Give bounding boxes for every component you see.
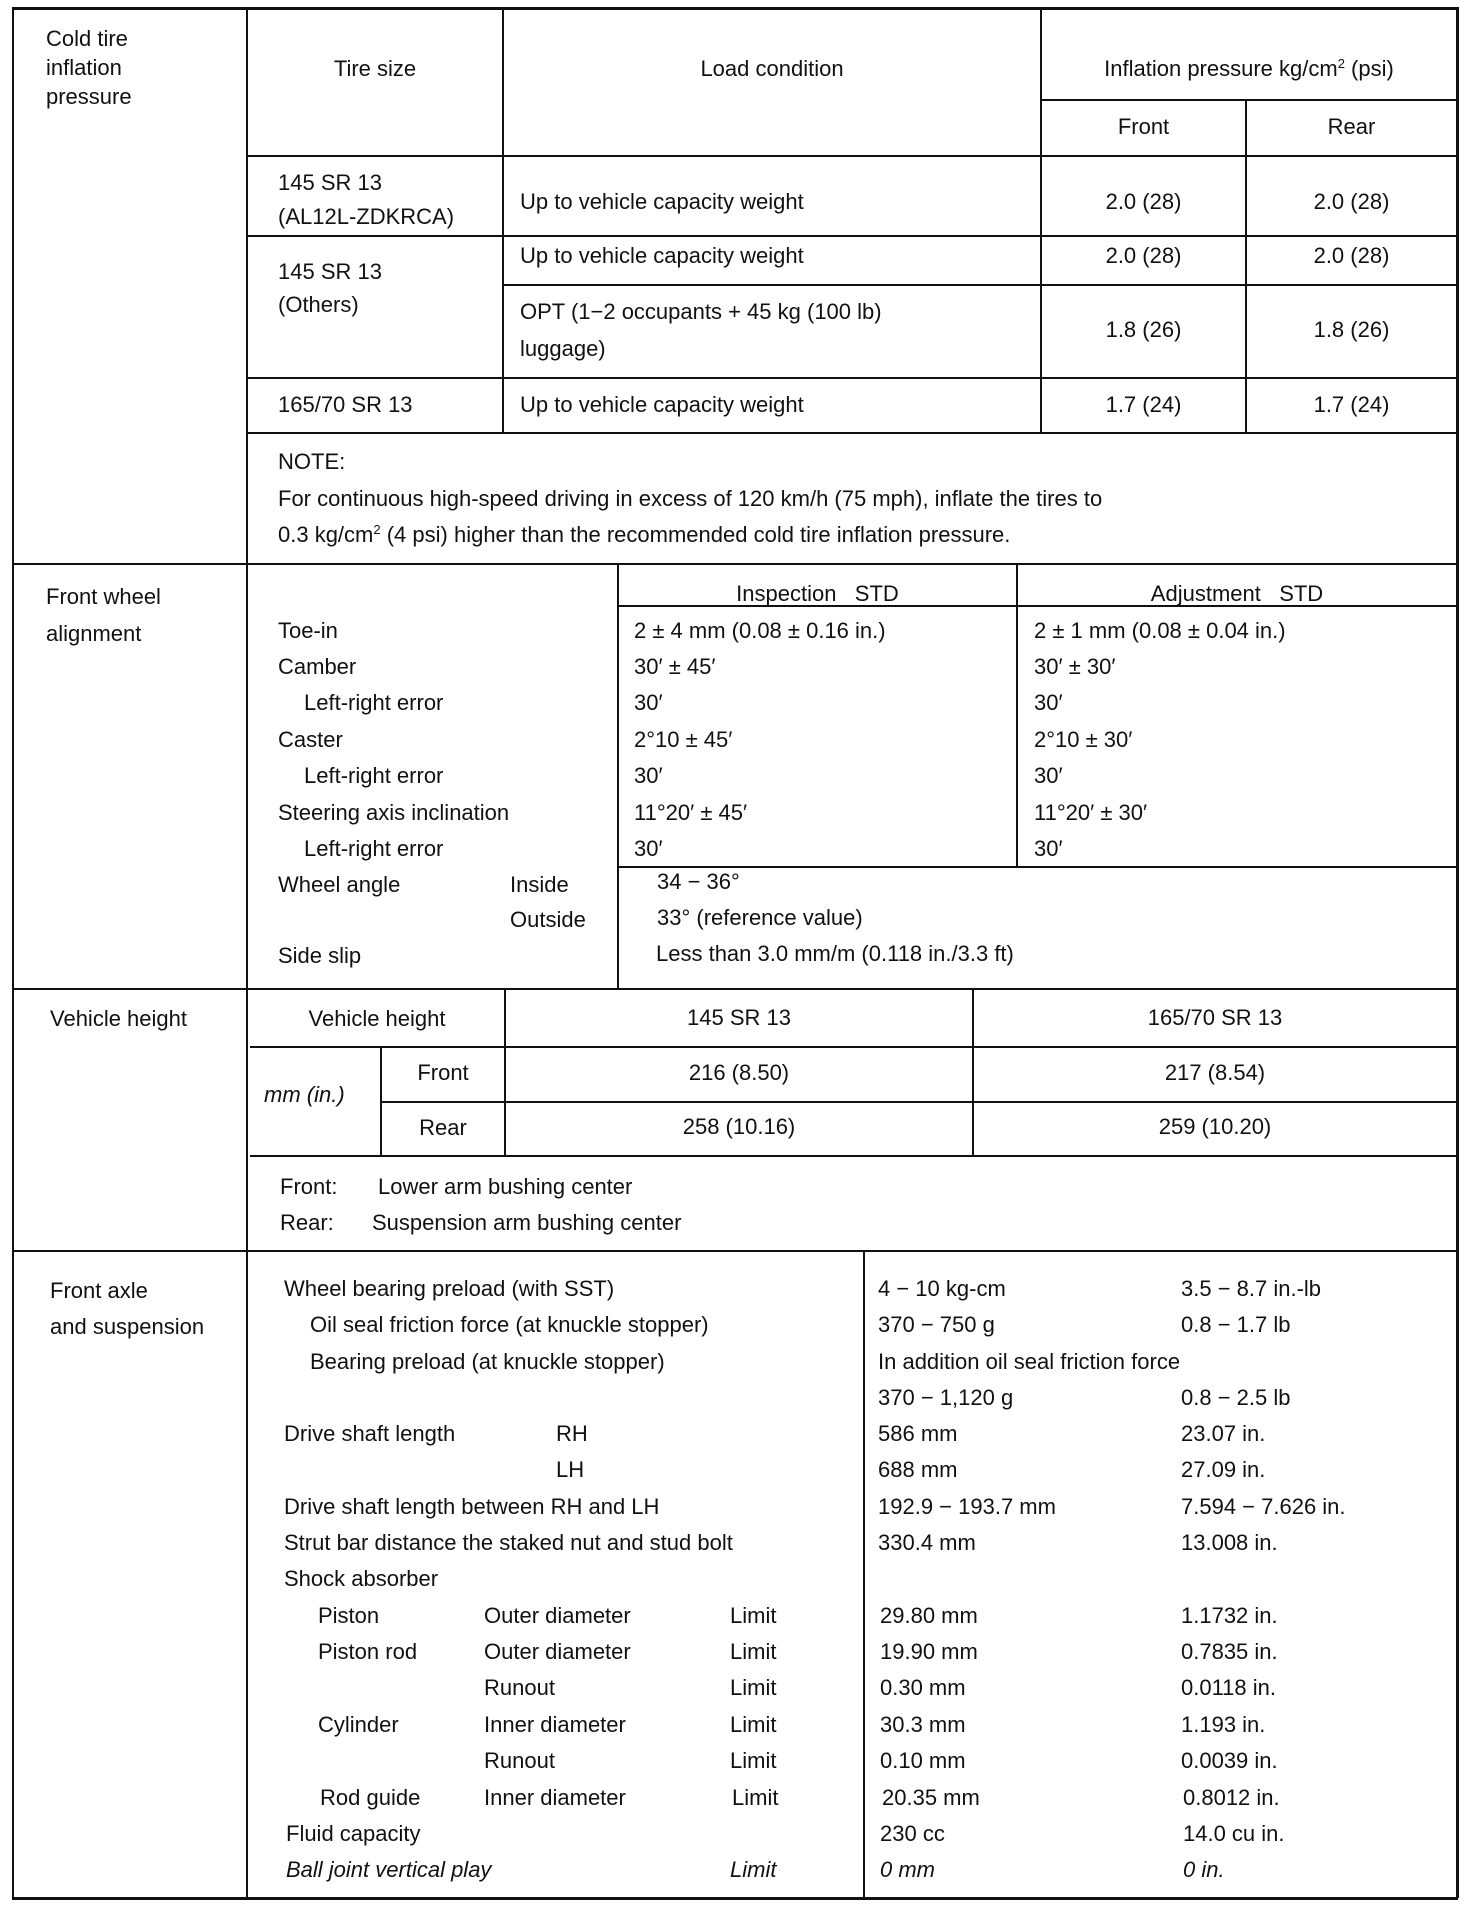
section-label: and suspension (50, 1314, 205, 1339)
axle-label: Fluid capacity (286, 1821, 421, 1846)
insp-adj-divider (1016, 563, 1018, 867)
axle-label: Rod guide (320, 1785, 421, 1810)
limit-label: Limit (730, 1675, 777, 1700)
inspection-value: 30′ ± 45′ (634, 654, 716, 679)
vh-col1-header: 145 SR 13 (687, 1005, 791, 1030)
inspection-value: 30′ (634, 836, 663, 861)
axle-sublabel: Runout (484, 1748, 555, 1773)
frame-top (12, 7, 1458, 10)
alignment-label: Wheel angle (278, 872, 401, 897)
section-label: inflation (46, 55, 122, 80)
metric-value: 0 mm (880, 1857, 935, 1882)
axle-label: Cylinder (318, 1712, 399, 1737)
axle-sublabel: Outer diameter (484, 1639, 631, 1664)
vh-value: 216 (8.50) (688, 1060, 790, 1085)
adjustment-value: 2°10 ± 30′ (1034, 727, 1133, 752)
metric-value: 30.3 mm (880, 1712, 966, 1737)
adjustment-value: 30′ (1034, 690, 1063, 715)
metric-value: 4 − 10 kg-cm (878, 1276, 1006, 1301)
tire-size: (Others) (278, 292, 359, 317)
section-divider (12, 1250, 1458, 1252)
row-divider (246, 377, 1456, 379)
front-pressure: 1.8 (26) (1105, 317, 1182, 342)
axle-label: Drive shaft length between RH and LH (284, 1494, 660, 1519)
rear-pressure: 1.8 (26) (1313, 317, 1390, 342)
vh-value: 258 (10.16) (682, 1114, 796, 1139)
tire-size-header: Tire size (333, 56, 417, 81)
tire-size: 165/70 SR 13 (278, 392, 413, 417)
alignment-label: Side slip (278, 943, 362, 968)
inspection-value: 30′ (634, 763, 663, 788)
metric-value: 370 − 1,120 g (878, 1385, 1014, 1410)
axle-sublabel: RH (556, 1421, 588, 1446)
adjustment-value: 30′ ± 30′ (1034, 654, 1116, 679)
tire-size: 145 SR 13 (278, 170, 382, 195)
tire-size: (AL12L-ZDKRCA) (278, 204, 455, 229)
vh-note-value: Lower arm bushing center (378, 1174, 633, 1199)
axle-sublabel: Outer diameter (484, 1603, 631, 1628)
inside-value: 34 − 36° (657, 869, 740, 894)
axle-label: Shock absorber (284, 1566, 439, 1591)
vh-front-label: Front (417, 1060, 469, 1085)
metric-value: 0.10 mm (880, 1748, 966, 1773)
inspection-header: Inspection STD (736, 581, 899, 606)
axle-label: Ball joint vertical play (286, 1857, 492, 1882)
metric-value: In addition oil seal friction force (878, 1349, 1181, 1374)
vh-value: 259 (10.20) (1158, 1114, 1272, 1139)
alignment-value-divider (617, 563, 619, 989)
alignment-label: Camber (278, 654, 357, 679)
axle-label: Piston rod (318, 1639, 418, 1664)
load-condition: Up to vehicle capacity weight (520, 189, 804, 214)
inspection-value: 30′ (634, 690, 663, 715)
imperial-value: 0.8012 in. (1183, 1785, 1280, 1810)
vh-value: 217 (8.54) (1164, 1060, 1266, 1085)
vh-row-divider (250, 1046, 1456, 1048)
row-divider (246, 235, 1456, 237)
imperial-value: 0.8 − 2.5 lb (1181, 1385, 1291, 1410)
adjustment-value: 11°20′ ± 30′ (1034, 800, 1148, 825)
frame-left (12, 7, 14, 1898)
imperial-value: 0.0118 in. (1181, 1675, 1277, 1700)
limit-label: Limit (730, 1603, 777, 1628)
section-label: pressure (46, 84, 132, 109)
metric-value: 20.35 mm (882, 1785, 980, 1810)
vh-header: Vehicle height (308, 1006, 446, 1031)
tire-size: 145 SR 13 (278, 259, 382, 284)
adjustment-value: 30′ (1034, 836, 1063, 861)
axle-label: Strut bar distance the staked nut and stud bolt (284, 1530, 733, 1555)
inside-label: Inside (510, 872, 569, 897)
axle-sublabel: Inner diameter (484, 1785, 626, 1810)
front-pressure: 1.7 (24) (1105, 392, 1182, 417)
section-label: Cold tire (46, 26, 128, 51)
imperial-value: 0.8 − 1.7 lb (1181, 1312, 1291, 1337)
metric-value: 370 − 750 g (878, 1312, 995, 1337)
axle-label: Wheel bearing preload (with SST) (284, 1276, 615, 1301)
note-text: 0.3 $kg/cm^2$ (4 psi) higher than the recommended cold tire inflation pressure. (278, 522, 1011, 547)
rear-pressure: 1.7 (24) (1313, 392, 1390, 417)
section-label: Front axle (50, 1278, 148, 1303)
vh-note-value: Suspension arm bushing center (372, 1210, 682, 1235)
vh-unit: mm (in.) (264, 1082, 345, 1107)
inflation-pressure-header: Inflation pressure $kg/cm^2$ (psi) (1104, 56, 1394, 81)
axle-label: Drive shaft length (284, 1421, 456, 1446)
row-divider (246, 432, 1456, 434)
imperial-value: 27.09 in. (1181, 1457, 1266, 1482)
imperial-value: 1.193 in. (1181, 1712, 1266, 1737)
axle-label: Piston (318, 1603, 380, 1628)
vh-note-key: Rear: (280, 1210, 334, 1235)
section-label: Vehicle height (50, 1006, 187, 1031)
metric-value: 19.90 mm (880, 1639, 978, 1664)
metric-value: 230 cc (880, 1821, 945, 1846)
front-pressure: 2.0 (28) (1105, 189, 1182, 214)
rear-pressure: 2.0 (28) (1313, 189, 1390, 214)
limit-label: Limit (730, 1748, 777, 1773)
imperial-value: 0.7835 in. (1181, 1639, 1278, 1664)
front-pressure: 2.0 (28) (1105, 243, 1182, 268)
front-header: Front (1117, 114, 1170, 139)
limit-label: Limit (730, 1857, 777, 1882)
alignment-label: Caster (278, 727, 343, 752)
section-divider (12, 563, 1458, 565)
vh-row-divider (250, 1155, 1456, 1157)
metric-value: 0.30 mm (880, 1675, 966, 1700)
imperial-value: 1.1732 in. (1181, 1603, 1278, 1628)
imperial-value: 23.07 in. (1181, 1421, 1266, 1446)
header-subdivider (1040, 99, 1456, 101)
vh-note-key: Front: (280, 1174, 338, 1199)
imperial-value: 14.0 cu in. (1183, 1821, 1285, 1846)
section-label: alignment (46, 621, 142, 646)
section-label: Front wheel (46, 584, 161, 609)
vh-rear-label: Rear (419, 1115, 467, 1140)
imperial-value: 3.5 − 8.7 in.-lb (1181, 1276, 1322, 1301)
axle-value-divider (863, 1250, 865, 1898)
limit-label: Limit (730, 1712, 777, 1737)
axle-sublabel: LH (556, 1457, 585, 1482)
load-condition: Up to vehicle capacity weight (520, 392, 804, 417)
limit-label: Limit (730, 1639, 777, 1664)
imperial-value: 7.594 − 7.626 in. (1181, 1494, 1346, 1519)
axle-label: Oil seal friction force (at knuckle stopper) (310, 1312, 709, 1337)
section-divider (12, 988, 1458, 990)
metric-value: 586 mm (878, 1421, 958, 1446)
adjustment-value: 2 ± 1 mm (0.08 ± 0.04 in.) (1034, 618, 1286, 643)
side-slip-value: Less than 3.0 mm/m (0.118 in./3.3 ft) (656, 941, 1014, 966)
limit-label: Limit (732, 1785, 779, 1810)
metric-value: 29.80 mm (880, 1603, 978, 1628)
outside-label: Outside (510, 907, 586, 932)
axle-sublabel: Runout (484, 1675, 555, 1700)
axle-sublabel: Inner diameter (484, 1712, 626, 1737)
metric-value: 192.9 − 193.7 mm (878, 1494, 1056, 1519)
inspection-value: 11°20′ ± 45′ (634, 800, 748, 825)
vh-row-divider (380, 1101, 1456, 1103)
rear-header: Rear (1327, 114, 1376, 139)
frame-right (1456, 7, 1459, 1898)
adjustment-header: Adjustment STD (1150, 581, 1324, 606)
inspection-value: 2 ± 4 mm (0.08 ± 0.16 in.) (634, 618, 886, 643)
metric-value: 688 mm (878, 1457, 958, 1482)
rear-pressure: 2.0 (28) (1313, 243, 1390, 268)
metric-value: 330.4 mm (878, 1530, 976, 1555)
alignment-label: Left-right error (304, 690, 444, 715)
frame-bottom (12, 1897, 1458, 1900)
alignment-label: Toe-in (278, 618, 338, 643)
vh-col2-header: 165/70 SR 13 (1147, 1005, 1283, 1030)
label-column-divider (246, 7, 248, 1898)
load-condition-header: Load condition (700, 56, 844, 81)
imperial-value: 0 in. (1183, 1857, 1225, 1882)
load-condition: luggage) (520, 336, 606, 361)
alignment-label: Left-right error (304, 836, 444, 861)
load-condition: OPT (1−2 occupants + 45 kg (100 lb) (520, 299, 882, 324)
imperial-value: 0.0039 in. (1181, 1748, 1278, 1773)
alignment-divider (617, 866, 1456, 868)
row-divider (502, 284, 1456, 286)
inspection-value: 2°10 ± 45′ (634, 727, 733, 752)
header-bottom (246, 155, 1456, 157)
note-title: NOTE: (278, 449, 346, 474)
alignment-label: Left-right error (304, 763, 444, 788)
note-text: For continuous high-speed driving in excess of 120 km/h (75 mph), inflate the tires to (278, 486, 1103, 511)
outside-value: 33° (reference value) (657, 905, 863, 930)
axle-label: Bearing preload (at knuckle stopper) (310, 1349, 665, 1374)
alignment-label: Steering axis inclination (278, 800, 510, 825)
imperial-value: 13.008 in. (1181, 1530, 1278, 1555)
load-condition: Up to vehicle capacity weight (520, 243, 804, 268)
adjustment-value: 30′ (1034, 763, 1063, 788)
